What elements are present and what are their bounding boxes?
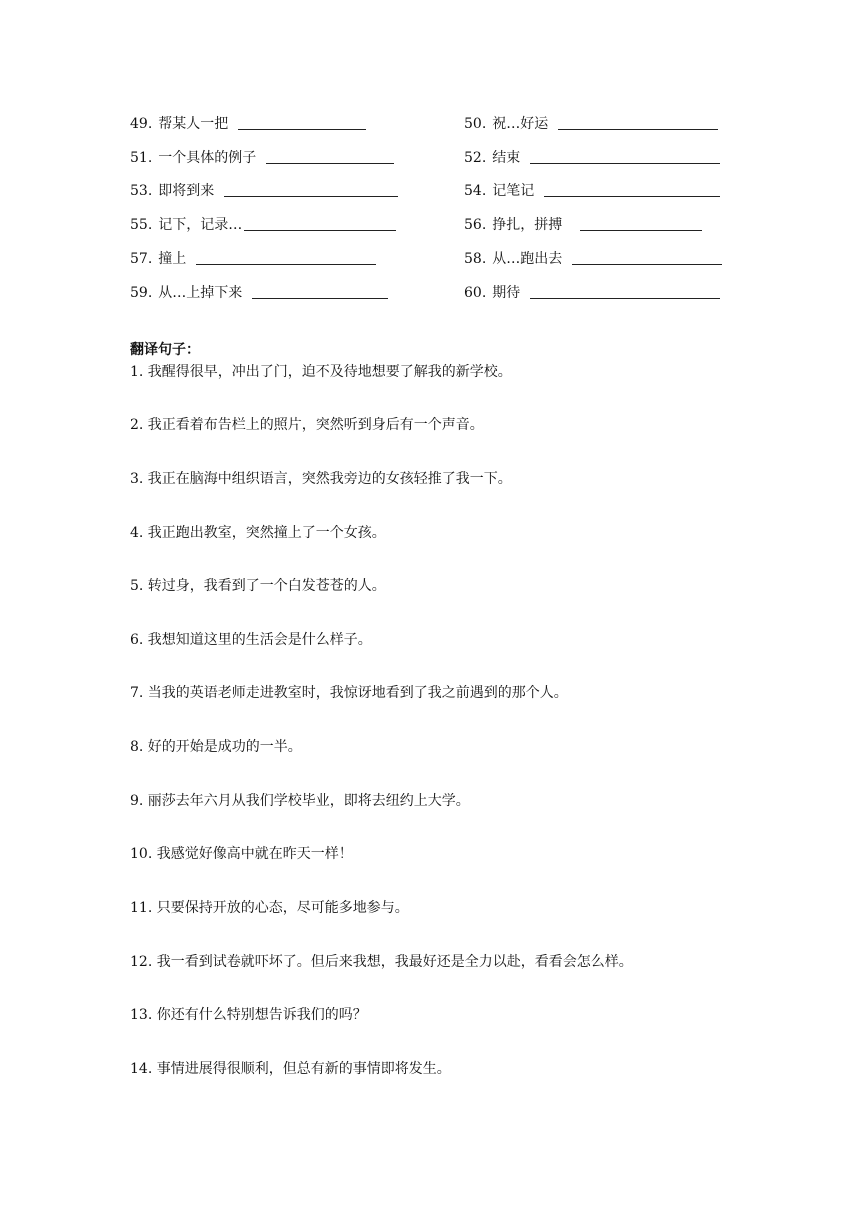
item-number: 49.	[130, 116, 153, 132]
vocab-item	[130, 143, 394, 167]
item-prompt: 期待	[492, 285, 521, 301]
vocab-row	[0, 109, 860, 133]
vocab-item	[464, 109, 718, 133]
sentence-10: 10. 我感觉好像高中就在昨天一样！	[130, 846, 353, 862]
answer-blank[interactable]	[558, 128, 718, 130]
answer-blank[interactable]	[252, 297, 388, 299]
answer-blank[interactable]	[266, 162, 394, 164]
sentence-4: 4. 我正跑出教室，突然撞上了一个女孩。	[130, 525, 386, 541]
vocab-item	[130, 278, 388, 302]
vocab-row	[0, 278, 860, 302]
item-prompt: 记笔记	[492, 183, 535, 199]
item-prompt: 帮某人一把	[158, 116, 229, 132]
vocab-item	[130, 210, 396, 234]
vocab-item	[464, 210, 702, 234]
item-prompt: 一个具体的例子	[158, 150, 257, 166]
sentence-6: 6. 我想知道这里的生活会是什么样子。	[130, 632, 372, 648]
vocab-item	[130, 176, 398, 200]
sentence-8: 8. 好的开始是成功的一半。	[130, 739, 302, 755]
sentence-11: 11. 只要保持开放的心态，尽可能多地参与。	[130, 900, 409, 916]
answer-blank[interactable]	[244, 229, 396, 231]
item-number: 51.	[130, 150, 153, 166]
answer-blank[interactable]	[544, 195, 720, 197]
vocab-item	[130, 244, 376, 268]
vocab-item	[464, 244, 722, 268]
item-prompt: 结束	[492, 150, 521, 166]
item-number: 54.	[464, 183, 487, 199]
vocab-row	[0, 176, 860, 200]
item-number: 60.	[464, 285, 487, 301]
vocab-item	[464, 143, 720, 167]
vocab-item	[464, 278, 720, 302]
sentence-12: 12. 我一看到试卷就吓坏了。但后来我想，我最好还是全力以赴，看看会怎么样。	[130, 954, 633, 970]
sentence-3: 3. 我正在脑海中组织语言，突然我旁边的女孩轻推了我一下。	[130, 471, 512, 487]
item-prompt: 从…跑出去	[492, 251, 563, 267]
answer-blank[interactable]	[238, 128, 366, 130]
sentence-9: 9. 丽莎去年六月从我们学校毕业，即将去纽约上大学。	[130, 793, 470, 809]
sentence-2: 2. 我正看着布告栏上的照片，突然听到身后有一个声音。	[130, 417, 484, 433]
item-number: 59.	[130, 285, 153, 301]
item-number: 52.	[464, 150, 487, 166]
item-prompt: 挣扎，拼搏	[492, 217, 563, 233]
sentence-1: 1. 我醒得很早，冲出了门，迫不及待地想要了解我的新学校。	[130, 364, 512, 380]
item-prompt: 即将到来	[158, 183, 215, 199]
answer-blank[interactable]	[196, 263, 376, 265]
sentence-7: 7. 当我的英语老师走进教室时，我惊讶地看到了我之前遇到的那个人。	[130, 685, 568, 701]
answer-blank[interactable]	[580, 229, 702, 231]
item-prompt: 祝…好运	[492, 116, 549, 132]
answer-blank[interactable]	[224, 195, 398, 197]
item-number: 53.	[130, 183, 153, 199]
vocab-row	[0, 244, 860, 268]
vocab-row	[0, 143, 860, 167]
item-number: 56.	[464, 217, 487, 233]
vocab-item	[464, 176, 720, 200]
item-number: 58.	[464, 251, 487, 267]
sentence-13: 13. 你还有什么特别想告诉我们的吗？	[130, 1007, 367, 1023]
answer-blank[interactable]	[530, 297, 720, 299]
section-heading: 翻译句子：	[130, 342, 200, 358]
answer-blank[interactable]	[530, 162, 720, 164]
vocab-item	[130, 109, 366, 133]
item-prompt: 记下，记录…	[158, 217, 243, 233]
vocab-row	[0, 210, 860, 234]
item-prompt: 从…上掉下来	[158, 285, 243, 301]
item-number: 57.	[130, 251, 153, 267]
sentence-5: 5. 转过身，我看到了一个白发苍苍的人。	[130, 578, 386, 594]
answer-blank[interactable]	[572, 263, 722, 265]
item-prompt: 撞上	[158, 251, 187, 267]
sentence-14: 14. 事情进展得很顺利，但总有新的事情即将发生。	[130, 1061, 451, 1077]
item-number: 55.	[130, 217, 153, 233]
item-number: 50.	[464, 116, 487, 132]
